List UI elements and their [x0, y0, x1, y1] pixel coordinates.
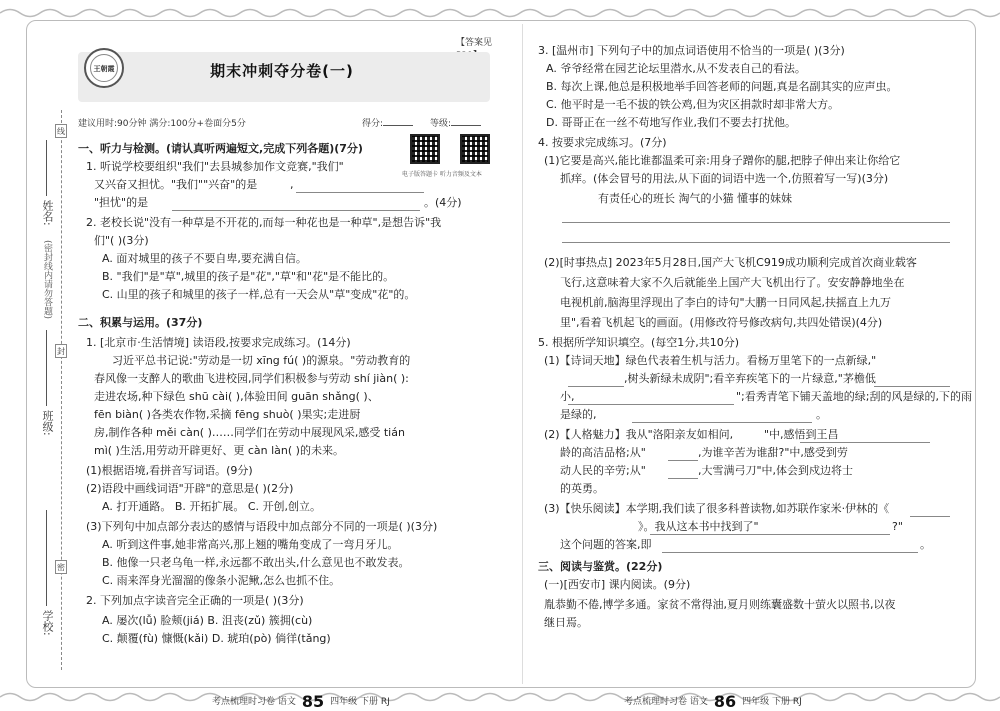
footer-left-grade: 四年级 下册 RJ	[330, 697, 390, 707]
left-line: A. 面对城里的孩子不要自卑,要充满自信。	[102, 252, 307, 265]
right-line: 动人民的辛劳;从"	[560, 464, 646, 477]
left-line: B. 他像一只老乌龟一样,永远都不敢出头,什么意见也不敢发表。	[102, 556, 410, 569]
right-line: ?"	[892, 520, 903, 533]
footer-right-grade: 四年级 下册 RJ	[742, 697, 802, 707]
left-line: 走进农场,种下绿色 shū cài( ),体验田间 guān shǎng( )、	[94, 390, 379, 403]
left-line: A. 屡次(lǚ) 脸颊(jiá) B. 沮丧(zǔ) 簇拥(cù)	[102, 614, 313, 627]
right-line: 小,	[560, 390, 575, 403]
right-line: ,大雪满弓刀"中,体会到戍边将士	[698, 464, 854, 477]
seal-tag-mi: 密	[55, 560, 67, 574]
right-line: 继日焉。	[544, 616, 588, 629]
right-line: 。	[920, 538, 931, 551]
name-line[interactable]	[46, 140, 47, 196]
left-line: 们"( )(3分)	[94, 234, 149, 247]
school-label: 学校:	[41, 610, 54, 636]
left-line: 二、积累与运用。(37分)	[78, 316, 203, 329]
footer-right-series: 考点梳理时习卷 语文	[624, 697, 708, 707]
left-line: A. 听到这件事,她非常高兴,那上翘的嘴角变成了一弯月牙儿。	[102, 538, 399, 551]
left-line: 春风像一支醉人的歌曲飞进校园,同学们积极参与劳动 shí jiàn( ):	[94, 372, 409, 385]
answer-sheet-qr-icon[interactable]	[410, 134, 440, 164]
right-line: (3)【快乐阅读】本学期,我们读了很多科普读物,如苏联作家米·伊林的《	[544, 502, 890, 515]
right-line: 的英勇。	[560, 482, 604, 495]
left-page	[72, 30, 512, 711]
right-line: 胤恭勤不倦,博学多通。家贫不常得油,夏月则练囊盛数十萤火以照书,以夜	[544, 598, 896, 611]
grade-label: 等级:	[430, 119, 452, 129]
grade-field	[430, 116, 481, 129]
right-page	[538, 30, 972, 711]
left-line: 1. [北京市·生活情境] 读语段,按要求完成练习。(14分)	[86, 336, 351, 349]
right-line: 电视机前,脑海里浮现出了李白的诗句"大鹏一日同风起,扶摇直上九万	[560, 296, 892, 309]
right-line: (2)【人格魅力】我从"洛阳亲友如相问,	[544, 428, 734, 441]
seal-note: (密封线内请勿答题)	[42, 240, 52, 320]
answer-blank[interactable]	[668, 460, 698, 461]
right-line: 有责任心的班长 淘气的小猫 懂事的妹妹	[598, 192, 792, 205]
left-line: C. 颠覆(fù) 慷慨(kǎi) D. 琥珀(pò) 倘徉(tǎng)	[102, 632, 331, 645]
answer-blank[interactable]	[562, 222, 950, 223]
exam-meta	[78, 116, 490, 129]
left-line: (2)语段中画线词语"开辟"的意思是( )(2分)	[86, 482, 294, 495]
left-line: (1)根据语境,看拼音写词语。(9分)	[86, 464, 253, 477]
answer-blank[interactable]	[568, 386, 624, 387]
right-line: 4. 按要求完成练习。(7分)	[538, 136, 667, 149]
left-line: 1. 听说学校要组织"我们"去县城参加作文竞赛,"我们"	[86, 160, 344, 173]
left-line: C. 山里的孩子和城里的孩子一样,总有一天会从"草"变成"花"的。	[102, 288, 416, 301]
brand-logo-text: 王朝霞	[90, 54, 118, 82]
qr-caption: 电子版答题卡 听力音频及文本	[402, 171, 482, 178]
answer-blank[interactable]	[562, 242, 950, 243]
right-line: 抓痒。(体会冒号的用法,从下面的词语中选一个,仿照着写一写)(3分)	[560, 172, 889, 185]
left-line: C. 雨来浑身光溜溜的像条小泥鳅,怎么也抓不住。	[102, 574, 341, 587]
right-line: A. 爷爷经常在园艺论坛里潜水,从不发表自己的看法。	[546, 62, 806, 75]
left-line: ,	[290, 178, 294, 191]
right-line: D. 哥哥正在一丝不苟地写作业,我们不要去打扰他。	[546, 116, 796, 129]
seal-dashed-line	[61, 110, 62, 670]
class-line[interactable]	[46, 330, 47, 406]
left-line: 2. 老校长说"没有一种草是不开花的,而每一种花也是一种草",是想告诉"我	[86, 216, 442, 229]
answer-blank[interactable]	[874, 386, 950, 387]
left-line: 房,制作各种 měi càn( )……同学们在劳动中展现风采,感受 tián	[94, 426, 405, 439]
answer-blank[interactable]	[632, 422, 812, 423]
right-line: "中,感悟到王昌	[764, 428, 839, 441]
right-line: 。	[816, 408, 827, 421]
answer-reference: 【答案见	[456, 38, 493, 48]
answer-blank[interactable]	[296, 192, 424, 193]
footer-left	[212, 692, 390, 711]
left-line: 又兴奋又担忧。"我们""兴奋"的是	[94, 178, 258, 191]
answer-blank[interactable]	[568, 404, 734, 405]
right-line: B. 每次上课,他总是积极地举手回答老师的问题,真是名副其实的应声虫。	[546, 80, 898, 93]
page-title: 期末冲刺夺分卷(一)	[210, 62, 354, 80]
class-label: 班级:	[41, 410, 54, 436]
right-line: 里",看着飞机起飞的画面。(用修改符号修改病句,共四处错误)(4分)	[560, 316, 883, 329]
answer-blank[interactable]	[662, 552, 918, 553]
footer-right	[624, 692, 802, 711]
right-line: 三、阅读与鉴赏。(22分)	[538, 560, 663, 573]
left-line: "担忧"的是	[94, 196, 149, 209]
page-number-left: 85	[301, 692, 325, 711]
right-line: ,为谁辛苦为谁甜?"中,感受到劳	[698, 446, 848, 459]
answer-blank[interactable]	[172, 210, 420, 211]
right-line: (一)[西安市] 课内阅读。(9分)	[544, 578, 691, 591]
page-divider	[522, 24, 523, 684]
left-line: fēn biàn( )各类农作物,采摘 fēng shuò( )果实;走进厨	[94, 408, 361, 421]
seal-tag-feng: 封	[55, 344, 67, 358]
right-line: ";看秀青笔下铺天盖地的绿;刮的风是绿的,下的雨	[736, 390, 972, 403]
seal-tag-xian: 线	[55, 124, 67, 138]
school-line[interactable]	[46, 510, 47, 606]
left-line: 一、听力与检测。(请认真听两遍短文,完成下列各题)(7分)	[78, 142, 363, 155]
right-line: 》。我从这本书中找到了"	[638, 520, 759, 533]
answer-blank[interactable]	[910, 516, 950, 517]
right-line: 这个问题的答案,即	[560, 538, 652, 551]
grade-blank[interactable]	[451, 125, 481, 126]
score-label: 得分:	[362, 119, 384, 129]
left-line: 习近平总书记说:"劳动是一切 xīng fú( )的源泉。"劳动教育的	[112, 354, 411, 367]
left-line: 。(4分)	[424, 196, 462, 209]
right-line: (1)它要是高兴,能比谁都温柔可亲:用身子蹭你的腿,把脖子伸出来让你给它	[544, 154, 901, 167]
right-line: C. 他平时是一毛不拔的铁公鸡,但为灾区捐款时却非常大方。	[546, 98, 840, 111]
answer-blank[interactable]	[650, 534, 890, 535]
left-line: A. 打开通路。 B. 开拓扩展。 C. 开创,创立。	[102, 500, 322, 513]
audio-qr-icon[interactable]	[460, 134, 490, 164]
exam-info: 建议用时:90分钟 满分:100分+卷面分5分	[78, 119, 246, 129]
binding-margin	[34, 110, 70, 670]
left-line: (3)下列句中加点部分表达的感情与语段中加点部分不同的一项是( )(3分)	[86, 520, 438, 533]
right-line: 3. [温州市] 下列句子中的加点词语使用不恰当的一项是( )(3分)	[538, 44, 845, 57]
right-line: 是绿的,	[560, 408, 597, 421]
wavy-bottom-border	[0, 690, 1000, 704]
left-line: B. "我们"是"草",城里的孩子是"花","草"和"花"是不能比的。	[102, 270, 395, 283]
score-blank[interactable]	[383, 125, 413, 126]
right-line: 龄的高洁品格;从"	[560, 446, 646, 459]
right-line: ,树头新绿未成阴";看辛弃疾笔下的一片绿意,"茅檐低	[624, 372, 876, 385]
wavy-top-border	[0, 6, 1000, 20]
right-line: (1)【诗词天地】绿色代表着生机与活力。看杨万里笔下的一点新绿,"	[544, 354, 877, 367]
answer-blank[interactable]	[800, 442, 930, 443]
left-line: 2. 下列加点字读音完全正确的一项是( )(3分)	[86, 594, 304, 607]
right-line: (2)[时事热点] 2023年5月28日,国产大飞机C919成功顺利完成首次商业载客	[544, 256, 917, 269]
left-line: mì( )生活,用劳动开辟更好、更 càn làn( )的未来。	[94, 444, 344, 457]
right-line: 飞行,这意味着大家不久后就能坐上国产大飞机出行了。安安静静地坐在	[560, 276, 905, 289]
footer-left-series: 考点梳理时习卷 语文	[212, 697, 296, 707]
answer-blank[interactable]	[668, 478, 698, 479]
right-line: 5. 根据所学知识填空。(每空1分,共10分)	[538, 336, 740, 349]
page-number-right: 86	[713, 692, 737, 711]
name-label: 姓名:	[41, 200, 54, 226]
score-field	[362, 116, 413, 129]
